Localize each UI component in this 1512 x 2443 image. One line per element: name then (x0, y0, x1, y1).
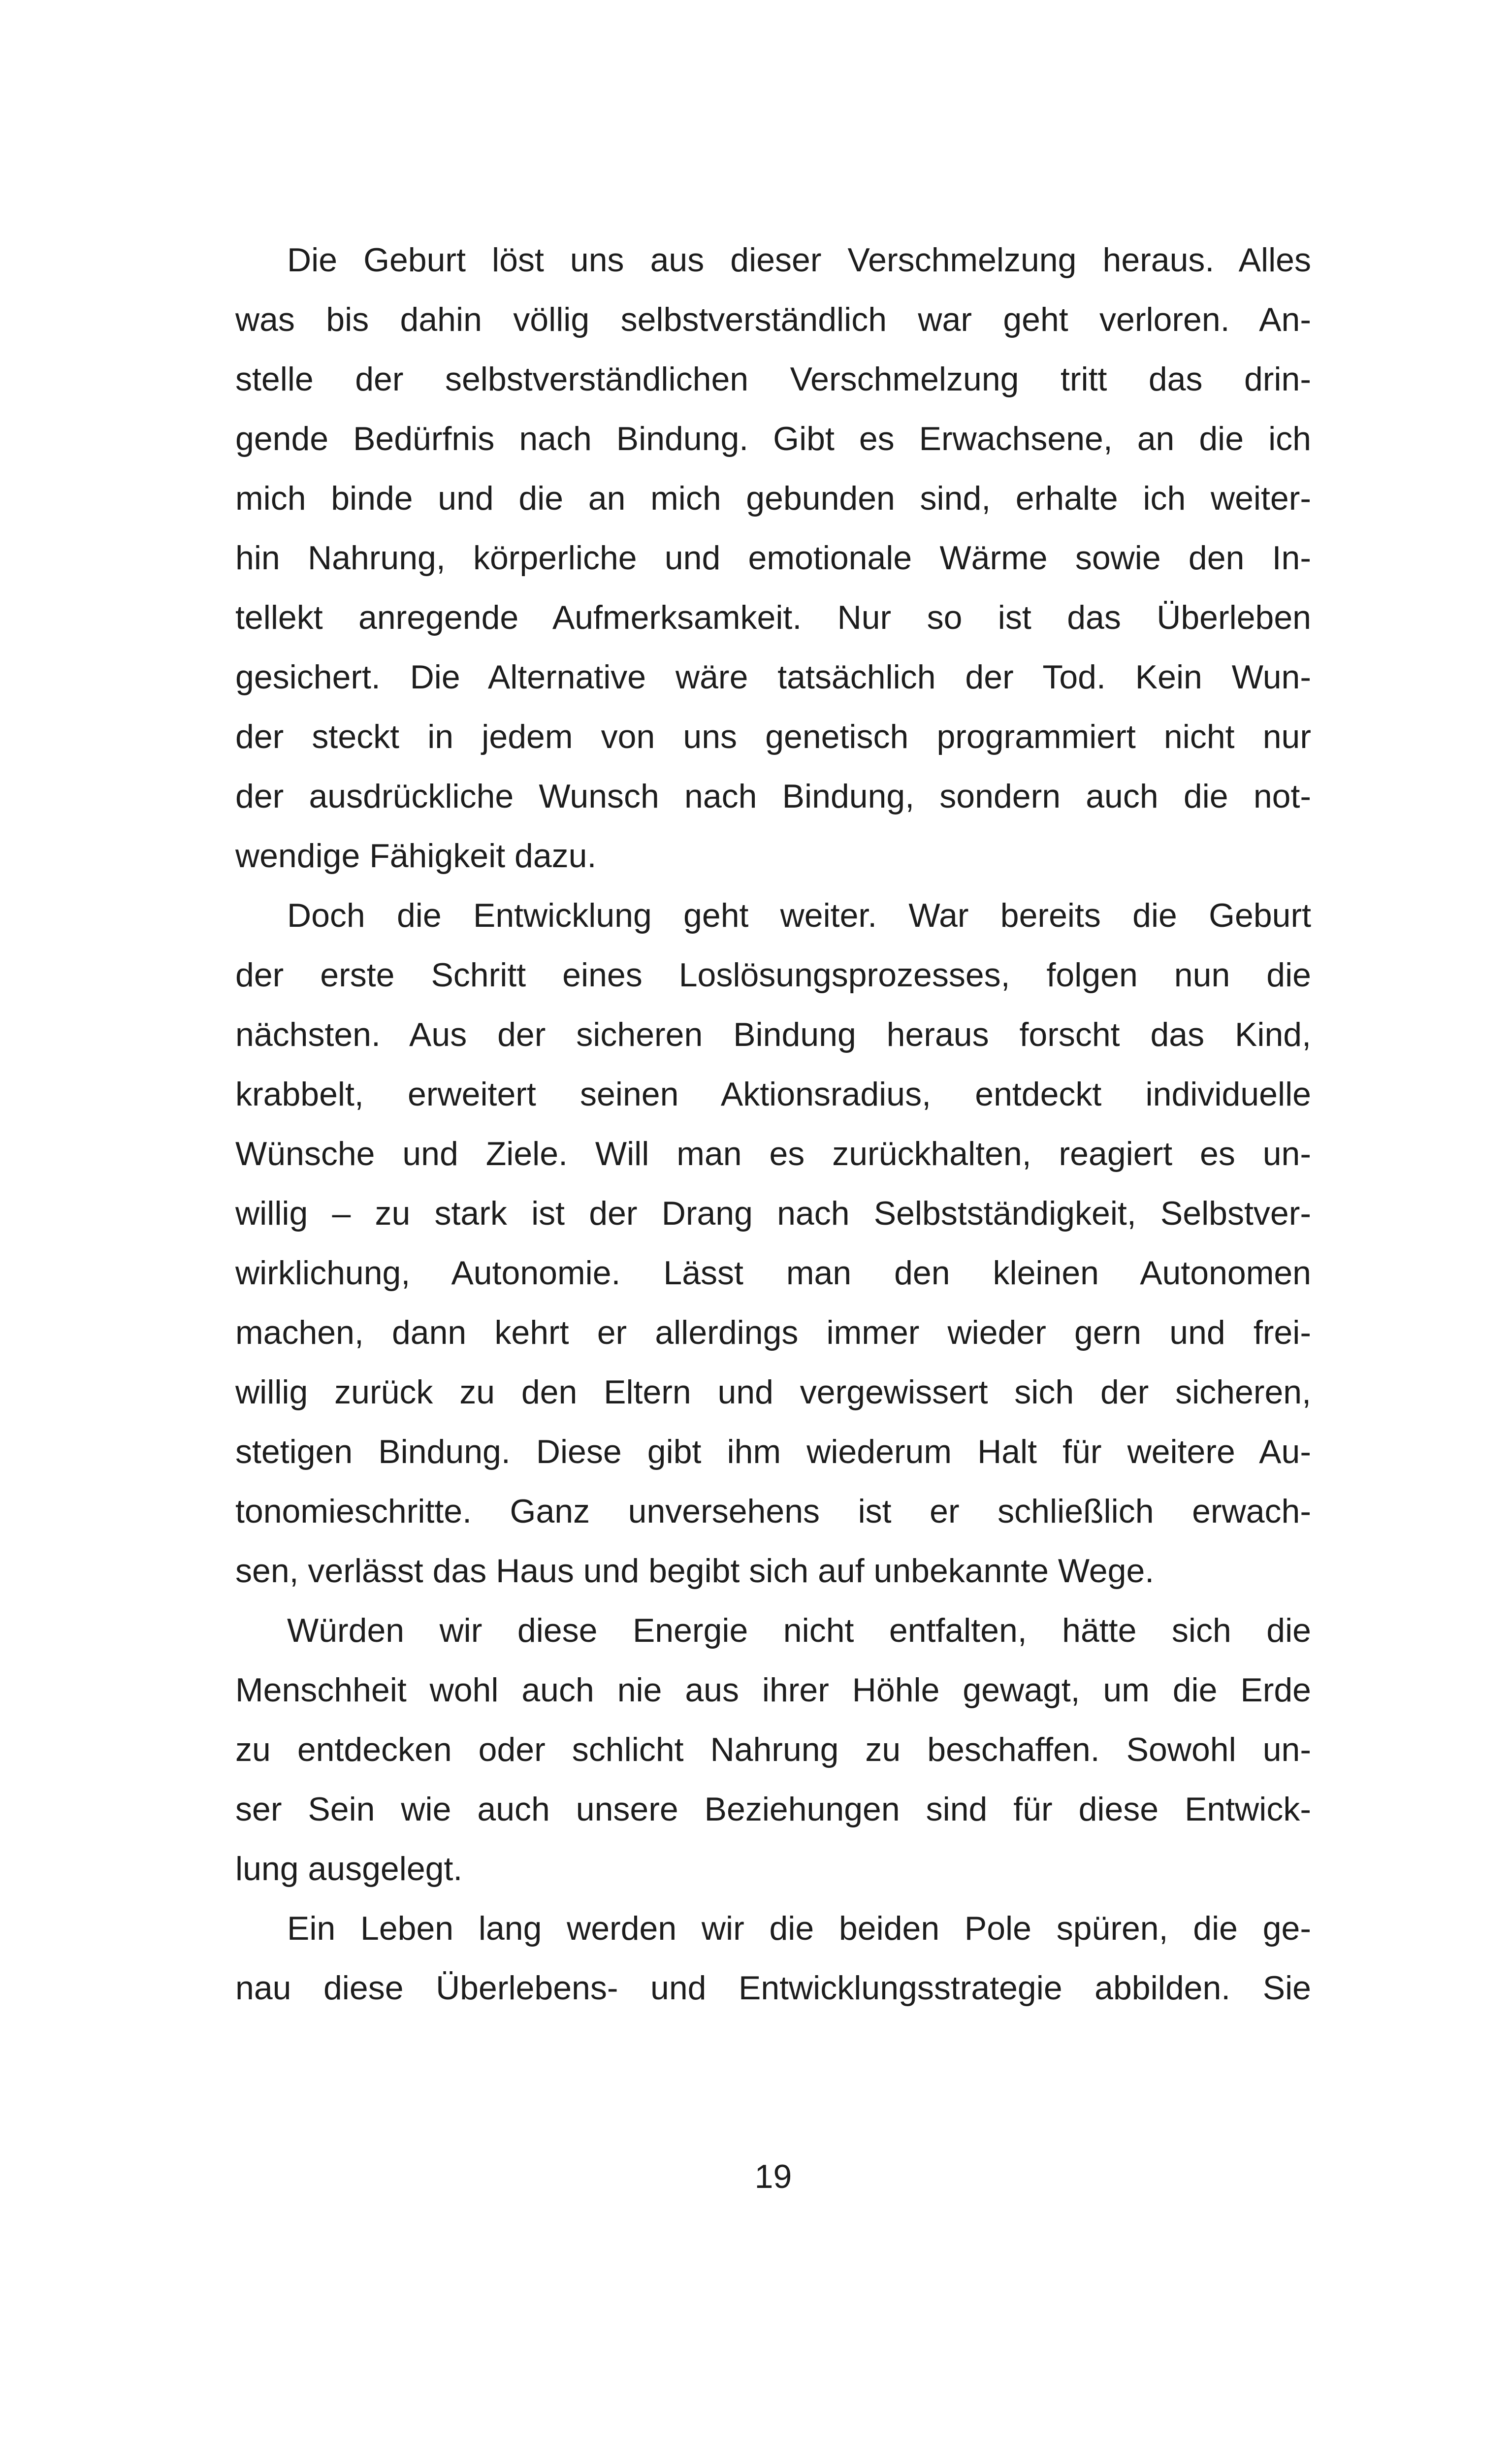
text-line: stetigen Bindung. Diese gibt ihm wiederum Halt für weitere Au- (235, 1433, 1311, 1470)
text-line: mich binde und die an mich gebunden sind, erhalte ich weiter- (235, 480, 1311, 517)
text-line: machen, dann kehrt er allerdings immer wieder gern und frei- (235, 1314, 1311, 1351)
page-number: 19 (754, 2158, 792, 2195)
body-text (235, 230, 1311, 2018)
text-line: nau diese Überlebens- und Entwicklungsstrategie abbilden. Sie (235, 1969, 1311, 2007)
text-line: tonomieschritte. Ganz unversehens ist er schließlich erwach- (235, 1493, 1311, 1530)
text-line: nächsten. Aus der sicheren Bindung heraus forscht das Kind, (235, 1016, 1311, 1053)
text-line: stelle der selbstverständlichen Verschmelzung tritt das drin- (235, 360, 1311, 398)
text-line: Die Geburt löst uns aus dieser Verschmelzung heraus. Alles (287, 241, 1311, 279)
text-line: willig zurück zu den Eltern und vergewissert sich der sicheren, (235, 1373, 1311, 1411)
text-line: lung ausgelegt. (235, 1850, 463, 1888)
text-line: gesichert. Die Alternative wäre tatsächlich der Tod. Kein Wun- (235, 658, 1311, 696)
text-line: zu entdecken oder schlicht Nahrung zu beschaffen. Sowohl un- (235, 1731, 1311, 1768)
text-line: sen, verlässt das Haus und begibt sich auf unbekannte Wege. (235, 1552, 1155, 1590)
text-line: Ein Leben lang werden wir die beiden Pole spüren, die ge- (287, 1910, 1311, 1947)
text-line: wendige Fähigkeit dazu. (235, 837, 597, 875)
text-line: der ausdrückliche Wunsch nach Bindung, sondern auch die not- (235, 778, 1311, 815)
text-line: Doch die Entwicklung geht weiter. War bereits die Geburt (287, 897, 1311, 934)
text-line: hin Nahrung, körperliche und emotionale Wärme sowie den In- (235, 539, 1311, 577)
text-line: was bis dahin völlig selbstverständlich war geht verloren. An- (235, 301, 1311, 338)
text-line: gende Bedürfnis nach Bindung. Gibt es Erwachsene, an die ich (235, 420, 1311, 457)
text-line: Wünsche und Ziele. Will man es zurückhalten, reagiert es un- (235, 1135, 1311, 1173)
text-line: krabbelt, erweitert seinen Aktionsradius, entdeckt individuelle (235, 1075, 1311, 1113)
text-line: Würden wir diese Energie nicht entfalten, hätte sich die (287, 1612, 1311, 1649)
text-line: der erste Schritt eines Loslösungsprozesses, folgen nun die (235, 956, 1311, 994)
text-line: willig – zu stark ist der Drang nach Selbstständigkeit, Selbstver- (235, 1195, 1311, 1232)
text-line: wirklichung, Autonomie. Lässt man den kleinen Autonomen (235, 1254, 1311, 1292)
text-line: der steckt in jedem von uns genetisch programmiert nicht nur (235, 718, 1311, 755)
text-line: Menschheit wohl auch nie aus ihrer Höhle gewagt, um die Erde (235, 1671, 1311, 1709)
text-line: ser Sein wie auch unsere Beziehungen sind für diese Entwick- (235, 1791, 1311, 1828)
text-line: tellekt anregende Aufmerksamkeit. Nur so ist das Überleben (235, 599, 1311, 636)
